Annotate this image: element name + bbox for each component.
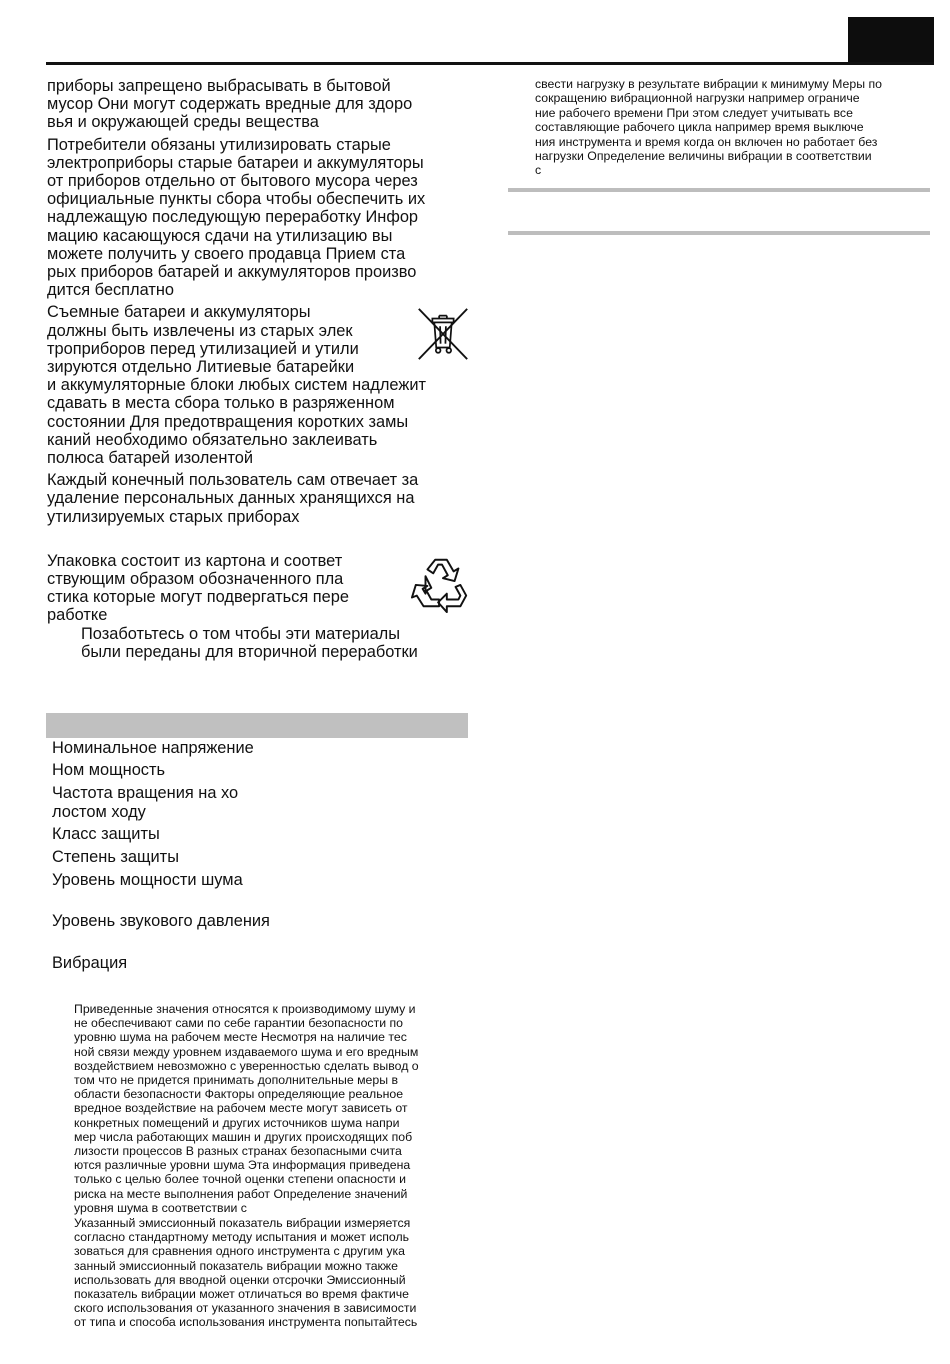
vibration-note-continued: свести нагрузку в результате вибрации к минимуму Меры по сокращению вибрационной нагрузки например ограниче ние рабочего времени При этом следует учитывать все составляющие рабочего цикла например время выключе ния инструмента и время когда он включен но работает без нагрузки Определение величины вибрации в соответствии с	[535, 77, 882, 178]
spec-idle-speed: Частота вращения на хо лостом ходу	[52, 784, 239, 821]
page-number-tab	[848, 17, 934, 64]
spec-protection-class: Класс защиты	[52, 824, 160, 843]
spec-power: Ном мощность	[52, 761, 166, 780]
crossed-bin-icon	[414, 305, 472, 363]
recycling-reminder: Позаботьтесь о том чтобы эти материалы были переданы для вторичной переработки	[81, 624, 418, 661]
right-divider-1	[508, 188, 930, 192]
right-divider-2	[508, 231, 930, 235]
packaging-block	[47, 552, 472, 625]
battery-block	[47, 303, 472, 376]
vibration-note: Указанный эмиссионный показатель вибрации измеряется согласно стандартному методу испытания и может исполь зоваться для сравнения одного инструмента с другим ука занный эмиссионный показатель вибрации можно также использовать для вводной оценки отсрочки Эмиссионный показатель вибрации может отличаться во время фактиче ского использования от указанного значения в зависимости от типа и способа использования инструмента попытайтесь	[74, 1216, 418, 1330]
recycle-icon	[410, 552, 472, 614]
specifications-header-bar	[46, 713, 468, 738]
disposal-paragraph-2: Потребители обязаны утилизировать старые электроприборы старые батареи и аккумуляторы от приборов отдельно от бытового мусора через официальные пункты сбора чтобы обеспечить их надлежащую последующую переработку Инфор мацию касающуюся сдачи на утилизацию вы можете получить у своего продавца Прием ста рых приборов батарей и аккумуляторов произво дится бесплатно	[47, 135, 426, 300]
battery-paragraph-rest: и аккумуляторные блоки любых систем надлежит сдавать в места сбора только в разряженном состоянии Для предотвращения коротких замы каний необходимо обязательно заклеивать полюса батарей изолентой	[47, 376, 426, 468]
personal-data-paragraph: Каждый конечный пользователь сам отвечает за удаление персональных данных хранящихся на утилизируемых старых приборах	[47, 471, 419, 526]
spec-protection-degree: Степень защиты	[52, 848, 179, 867]
packaging-paragraph: Упаковка состоит из картона и соответ ствующим образом обозначенного пла стика которые могут подвергаться пере работке	[47, 551, 350, 625]
spec-vibration: Вибрация	[52, 953, 128, 972]
disposal-paragraph-1: приборы запрещено выбрасывать в бытовой мусор Они могут содержать вредные для здоро вья и окружающей среды вещества	[47, 77, 413, 132]
spec-sound-pressure: Уровень звукового давления	[52, 912, 270, 931]
header-divider	[46, 62, 934, 65]
noise-note: Приведенные значения относятся к производимому шуму и не обеспечивают сами по себе гарантии безопасности по уровню шума на рабочем месте Несмотря на наличие тес ной связи между уровнем издаваемого шума и его вредным воздействием невозможно с уверенностью сделать вывод о том что не придется принимать дополнительные меры в области безопасности Факторы определяющие реальное вредное воздействие на рабочем месте могут зависеть от конкретных помещений и других источников шума напри мер числа работающих машин и других происходящих поб лизости процессов В разных странах безопасными счита ются различные уровни шума Эта информация приведена только с целью более точной оценки степени опасности и риска на месте выполнения работ Определение значений уровня шума в соответствии с	[74, 1002, 419, 1215]
disposal-section	[47, 77, 472, 665]
specifications-list	[52, 739, 452, 972]
spec-noise-power: Уровень мощности шума	[52, 871, 243, 890]
battery-paragraph-top: Съемные батареи и аккумуляторы должны быть извлечены из старых элек троприборов перед утилизацией и утили зируются отдельно Литиевые батарейки	[47, 303, 359, 377]
spec-nominal-voltage: Номинальное напряжение	[52, 739, 254, 757]
